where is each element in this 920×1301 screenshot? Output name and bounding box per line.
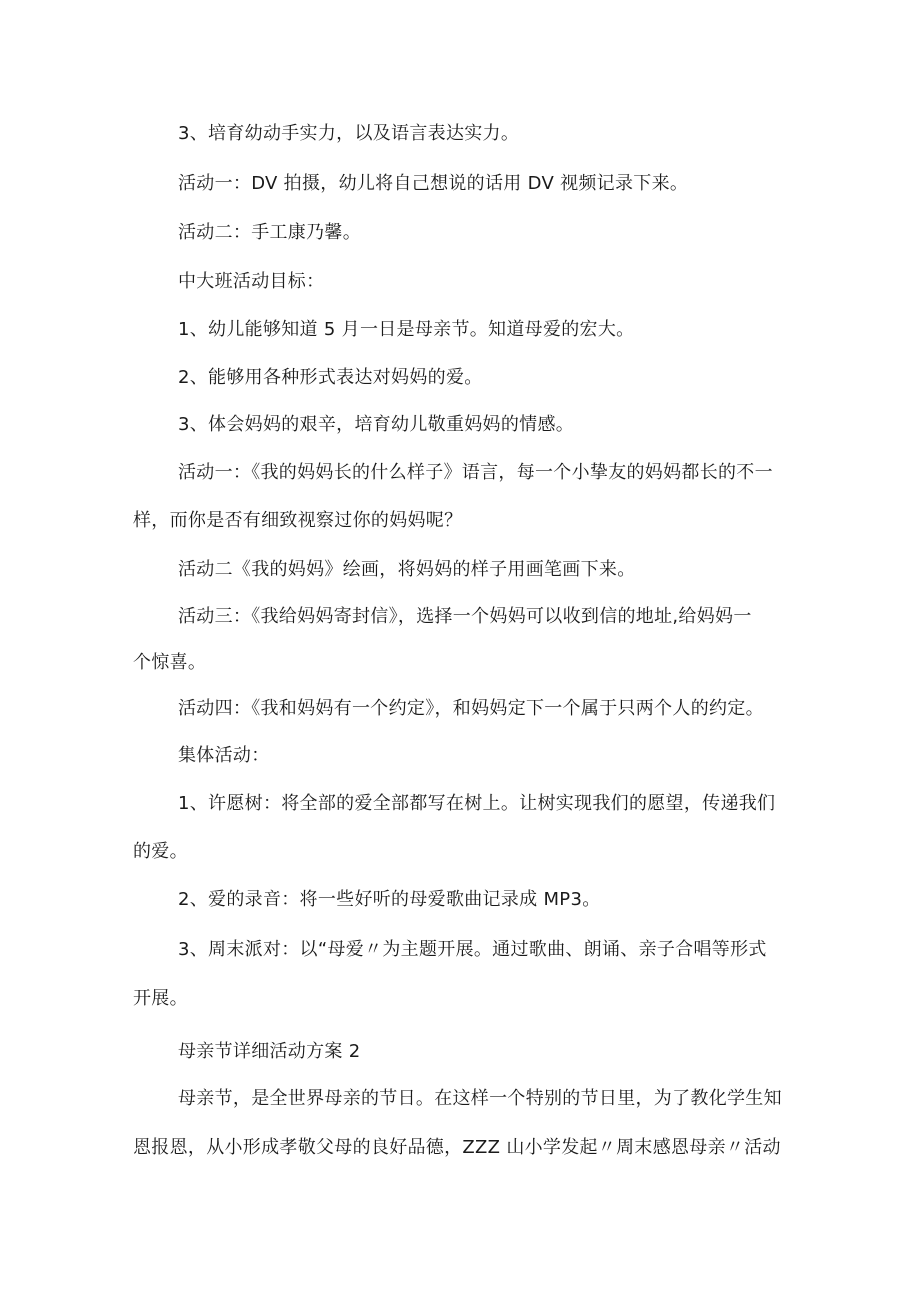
text-line: 活动一：《我的妈妈长的什么样子》语言，每一个小挚友的妈妈都长的不一: [178, 462, 773, 483]
text-line: 活动二《我的妈妈》绘画，将妈妈的样子用画笔画下来。: [178, 559, 636, 580]
text-line: 2、能够用各种形式表达对妈妈的爱。: [178, 367, 483, 388]
section-heading: 中大班活动目标：: [178, 271, 325, 292]
text-line: 样，而你是否有细致视察过你的妈妈呢？: [133, 510, 463, 531]
text-line: 恩报恩，从小形成孝敬父母的良好品德，ZZZ 山小学发起〃周末感恩母亲〃活动: [133, 1137, 781, 1158]
text-line: 活动一：DV 拍摄，幼儿将自己想说的话用 DV 视频记录下来。: [178, 173, 689, 194]
text-line: 活动二：手工康乃馨。: [178, 222, 361, 243]
text-line: 开展。: [133, 988, 188, 1009]
text-line: 2、爱的录音：将一些好听的母爱歌曲记录成 MP3。: [178, 889, 601, 910]
text-line: 母亲节，是全世界母亲的节日。在这样一个特别的节日里，为了教化学生知: [178, 1088, 782, 1109]
text-line: 活动四：《我和妈妈有一个约定》，和妈妈定下一个属于只两个人的约定。: [178, 698, 764, 719]
text-line: 1、幼儿能够知道 5 月一日是母亲节。知道母爱的宏大。: [178, 319, 635, 340]
text-line: 活动三：《我给妈妈寄封信》，选择一个妈妈可以收到信的地址,给妈妈一: [178, 606, 752, 627]
text-line: 的爱。: [133, 841, 188, 862]
text-line: 3、培育幼动手实力，以及语言表达实力。: [178, 123, 520, 144]
section-heading: 集体活动：: [178, 745, 270, 766]
section-title: 母亲节详细活动方案 2: [178, 1041, 361, 1062]
text-line: 3、体会妈妈的艰辛，培育幼儿敬重妈妈的情感。: [178, 414, 575, 435]
text-line: 个惊喜。: [133, 652, 207, 673]
text-line: 1、许愿树：将全部的爱全部都写在树上。让树实现我们的愿望，传递我们: [178, 793, 776, 814]
text-line: 3、周末派对：以“母爱〃为主题开展。通过歌曲、朗诵、亲子合唱等形式: [178, 939, 767, 960]
